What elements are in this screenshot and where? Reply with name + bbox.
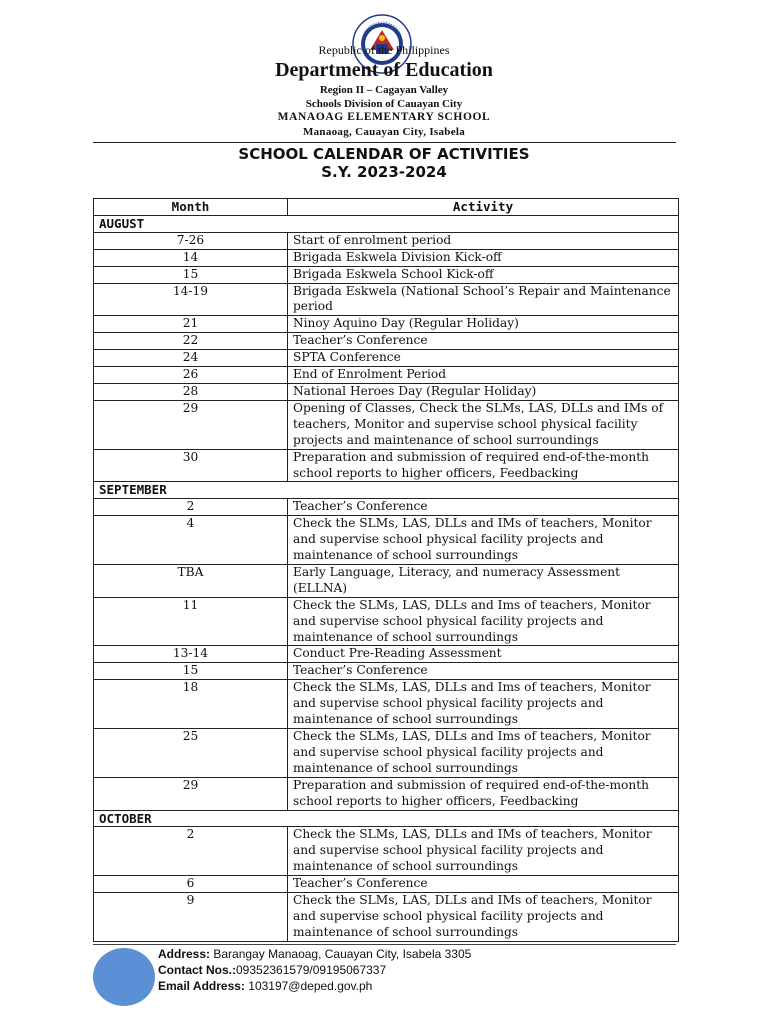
contact-value: 09352361579/09195067337 xyxy=(236,963,387,977)
activity-date: 15 xyxy=(94,266,288,283)
activity-description: Teacher’s Conference xyxy=(288,876,679,893)
table-row xyxy=(94,516,679,565)
school-year: S.Y. 2023-2024 xyxy=(321,163,447,181)
month-section-label: AUGUST xyxy=(94,215,679,232)
activity-date: 14-19 xyxy=(94,283,288,316)
email-value: 103197@deped.gov.ph xyxy=(248,979,373,993)
table-row xyxy=(94,400,679,449)
republic-line: Republic of the Philippines xyxy=(318,43,450,57)
activity-date: 7-26 xyxy=(94,232,288,249)
activity-description: National Heroes Day (Regular Holiday) xyxy=(288,383,679,400)
table-row xyxy=(94,367,679,384)
activity-description: Check the SLMs, LAS, DLLs and Ims of teachers, Monitor and supervise school physical facility projects and maintenance of school surroundings xyxy=(288,597,679,646)
month-section-row xyxy=(94,810,679,827)
activity-description: Check the SLMs, LAS, DLLs and IMs of teachers, Monitor and supervise school physical facility projects and maintenance of school surroundings xyxy=(288,893,679,942)
address-label: Address: xyxy=(158,947,211,961)
table-header-row xyxy=(94,199,679,216)
activity-description: Teacher’s Conference xyxy=(288,333,679,350)
activity-column-header: Activity xyxy=(288,199,679,216)
activity-date: 14 xyxy=(94,249,288,266)
activity-description: Check the SLMs, LAS, DLLs and IMs of teachers, Monitor and supervise school physical facility projects and maintenance of school surroundings xyxy=(288,827,679,876)
table-row xyxy=(94,350,679,367)
activity-description: Opening of Classes, Check the SLMs, LAS, DLLs and IMs of teachers, Monitor and supervise school physical facility projects and maintenance of school surroundings xyxy=(288,400,679,449)
activity-date: 28 xyxy=(94,383,288,400)
activity-date: 21 xyxy=(94,316,288,333)
table-row xyxy=(94,232,679,249)
activity-date: 6 xyxy=(94,876,288,893)
table-row xyxy=(94,729,679,778)
month-column-header: Month xyxy=(94,199,288,216)
table-row xyxy=(94,316,679,333)
month-section-label: OCTOBER xyxy=(94,810,679,827)
footer-logo-circle xyxy=(93,948,155,1006)
calendar-body xyxy=(94,215,679,941)
table-row xyxy=(94,893,679,942)
activity-description: End of Enrolment Period xyxy=(288,367,679,384)
activity-date: 25 xyxy=(94,729,288,778)
footer-contact xyxy=(158,963,386,977)
activity-date: TBA xyxy=(94,564,288,597)
table-row xyxy=(94,449,679,482)
activity-description: Brigada Eskwela School Kick-off xyxy=(288,266,679,283)
contact-label: Contact Nos.: xyxy=(158,963,236,977)
table-row xyxy=(94,249,679,266)
activity-date: 24 xyxy=(94,350,288,367)
footer-divider xyxy=(93,944,676,945)
activity-description: Conduct Pre-Reading Assessment xyxy=(288,646,679,663)
activity-date: 22 xyxy=(94,333,288,350)
address-value: Barangay Manaoag, Cauayan City, Isabela 3305 xyxy=(213,947,472,961)
activity-description: Check the SLMs, LAS, DLLs and IMs of teachers, Monitor and supervise school physical facility projects and maintenance of school surroundings xyxy=(288,516,679,565)
activity-date: 4 xyxy=(94,516,288,565)
department-title: Department of Education xyxy=(275,59,493,81)
activity-description: SPTA Conference xyxy=(288,350,679,367)
table-row xyxy=(94,383,679,400)
table-row xyxy=(94,499,679,516)
header-divider xyxy=(93,142,676,143)
activity-description: Preparation and submission of required end-of-the-month school reports to higher officers, Feedbacking xyxy=(288,777,679,810)
calendar-title: SCHOOL CALENDAR OF ACTIVITIES xyxy=(238,145,530,163)
table-row xyxy=(94,827,679,876)
table-row xyxy=(94,646,679,663)
activity-description: Preparation and submission of required end-of-the-month school reports to higher officers, Feedbacking xyxy=(288,449,679,482)
activity-description: Early Language, Literacy, and numeracy Assessment (ELLNA) xyxy=(288,564,679,597)
calendar-table xyxy=(93,198,679,942)
activity-description: Check the SLMs, LAS, DLLs and Ims of teachers, Monitor and supervise school physical facility projects and maintenance of school surroundings xyxy=(288,729,679,778)
table-row xyxy=(94,333,679,350)
activity-description: Teacher’s Conference xyxy=(288,499,679,516)
table-row xyxy=(94,266,679,283)
activity-description: Brigada Eskwela Division Kick-off xyxy=(288,249,679,266)
activity-date: 29 xyxy=(94,400,288,449)
activity-date: 26 xyxy=(94,367,288,384)
activity-date: 30 xyxy=(94,449,288,482)
table-row xyxy=(94,680,679,729)
table-row xyxy=(94,777,679,810)
activity-description: Ninoy Aquino Day (Regular Holiday) xyxy=(288,316,679,333)
region-line: Region II – Cagayan Valley xyxy=(319,84,449,96)
footer-address xyxy=(158,947,471,961)
month-section-label: SEPTEMBER xyxy=(94,482,679,499)
activity-description: Teacher’s Conference xyxy=(288,663,679,680)
activity-date: 9 xyxy=(94,893,288,942)
activity-date: 13-14 xyxy=(94,646,288,663)
school-name: MANAOAG ELEMENTARY SCHOOL xyxy=(277,111,491,123)
month-section-row xyxy=(94,215,679,232)
activity-date: 2 xyxy=(94,499,288,516)
table-row xyxy=(94,663,679,680)
school-location: Manaoag, Cauayan City, Isabela xyxy=(302,126,466,138)
table-row xyxy=(94,597,679,646)
activity-date: 11 xyxy=(94,597,288,646)
email-label: Email Address: xyxy=(158,979,245,993)
footer-email xyxy=(158,979,372,993)
division-line: Schools Division of Cauayan City xyxy=(305,98,463,110)
month-section-row xyxy=(94,482,679,499)
activity-date: 29 xyxy=(94,777,288,810)
table-row xyxy=(94,283,679,316)
activity-description: Start of enrolment period xyxy=(288,232,679,249)
table-row xyxy=(94,564,679,597)
activity-date: 2 xyxy=(94,827,288,876)
activity-date: 15 xyxy=(94,663,288,680)
activity-description: Check the SLMs, LAS, DLLs and Ims of teachers, Monitor and supervise school physical facility projects and maintenance of school surroundings xyxy=(288,680,679,729)
table-row xyxy=(94,876,679,893)
activity-description: Brigada Eskwela (National School’s Repair and Maintenance period xyxy=(288,283,679,316)
activity-date: 18 xyxy=(94,680,288,729)
